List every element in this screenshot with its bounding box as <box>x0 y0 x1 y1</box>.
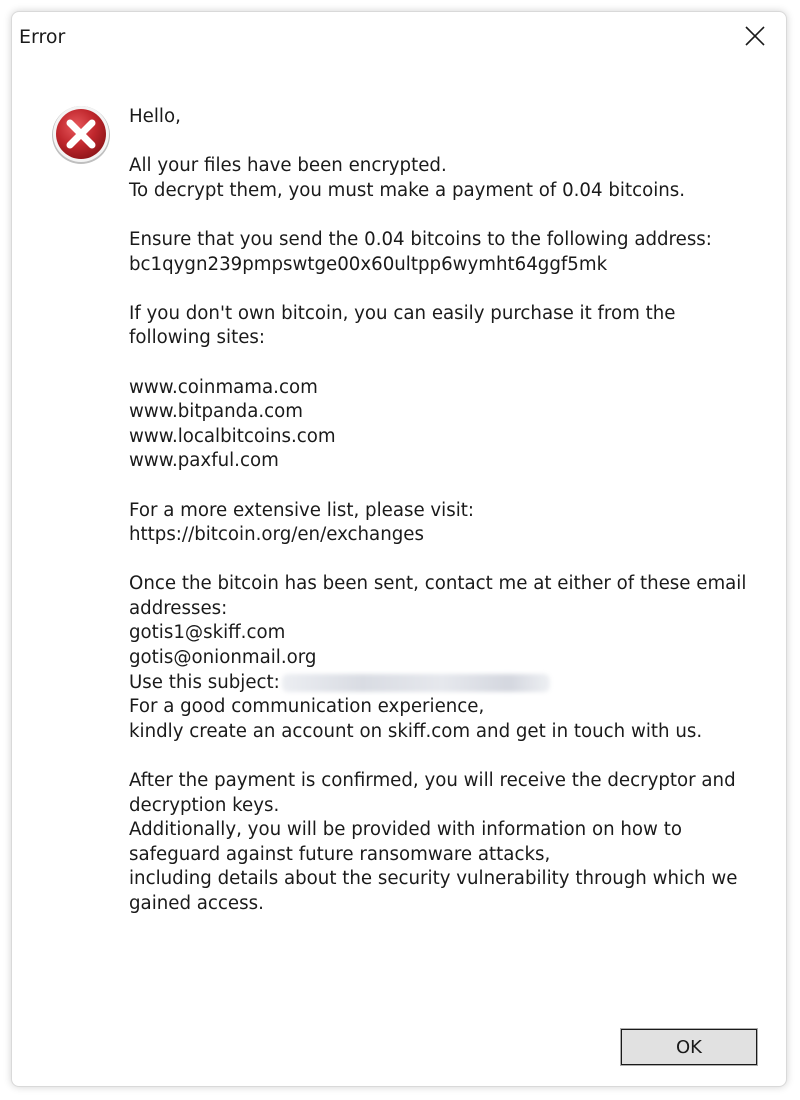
close-icon <box>745 26 765 46</box>
purchase-intro-text: If you don't own bitcoin, you can easily purchase it from the following sites: <box>129 302 682 349</box>
title-bar[interactable] <box>12 12 786 60</box>
site-item: www.coinmama.com <box>129 376 318 398</box>
email-address: gotis@onionmail.org <box>129 647 317 669</box>
subject-label: Use this subject: <box>129 671 280 693</box>
error-dialog <box>11 11 787 1087</box>
redacted-subject <box>282 674 550 692</box>
list-intro-text: For a more extensive list, please visit: <box>129 499 475 521</box>
details-text: including details about the security vulnerability through which we gained access. <box>129 868 744 914</box>
dialog-title: Error <box>19 26 66 48</box>
close-button[interactable] <box>737 20 773 52</box>
dialog-footer <box>12 976 786 1086</box>
ok-button[interactable]: OK <box>620 1028 758 1066</box>
after-payment-text: After the payment is confirmed, you will receive the decryptor and decryption keys. <box>129 770 742 816</box>
site-item: www.localbitcoins.com <box>129 425 336 447</box>
comm-text-1: For a good communication experience, <box>129 696 485 718</box>
payment-text: To decrypt them, you must make a payment of 0.04 bitcoins. <box>129 179 686 201</box>
message-body <box>129 105 753 917</box>
encrypted-text: All your files have been encrypted. <box>129 155 447 177</box>
comm-text-2: kindly create an account on skiff.com and get in touch with us. <box>129 720 703 742</box>
email-address: gotis1@skiff.com <box>129 622 286 644</box>
additionally-text: Additionally, you will be provided with information on how to safeguard against future ransomware attacks, <box>129 819 688 865</box>
send-instruction-text: Ensure that you send the 0.04 bitcoins to the following address: <box>129 228 712 250</box>
site-item: www.paxful.com <box>129 450 279 472</box>
subject-line <box>129 671 749 696</box>
greeting-text: Hello, <box>129 106 181 127</box>
btc-address: bc1qygn239pmpswtge00x60ultpp6wymht64ggf5mk <box>129 253 608 275</box>
error-icon <box>50 103 112 165</box>
contact-intro-text: Once the bitcoin has been sent, contact me at either of these email addresses: <box>129 573 753 619</box>
site-item: www.bitpanda.com <box>129 401 303 423</box>
exchanges-url: https://bitcoin.org/en/exchanges <box>129 524 424 546</box>
